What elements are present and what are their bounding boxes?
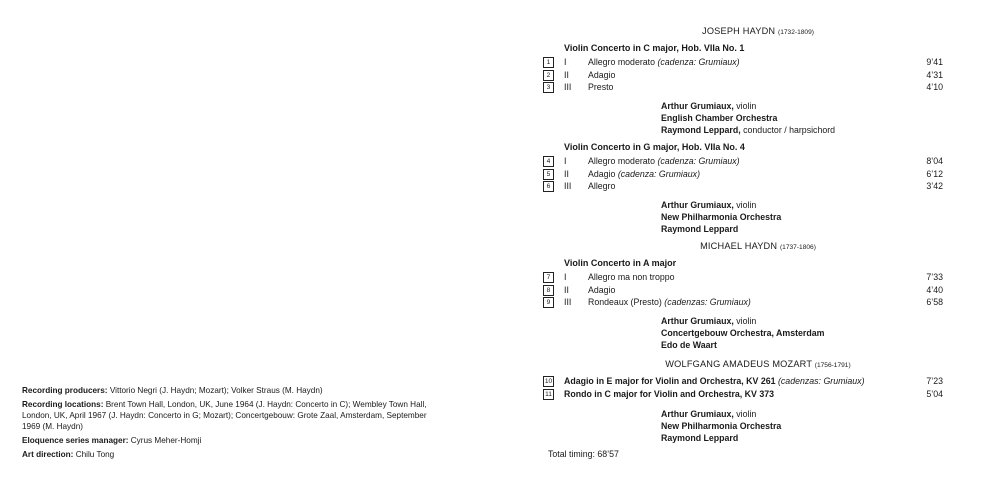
track-number: 7: [543, 272, 554, 283]
work-title: Violin Concerto in C major, Hob. VIIa No. 1: [564, 43, 745, 53]
track-row: 10 Adagio in E major for Violin and Orchestra, KV 261 (cadenzas: Grumiaux) 7’23: [544, 376, 943, 386]
credit-locations: Recording locations: Brent Town Hall, London, UK, June 1964 (J. Haydn: Concerto in C); Wembley Town Hall, London, UK, April 1967 (J. Haydn: Concerto in G; Mozart); Concertgebouw: Grote Zaal, Amsterdam, September 1969 (M. Haydn): [22, 399, 427, 432]
track-number: 5: [543, 169, 554, 180]
composer-heading: MICHAEL HAYDN (1737-1806): [700, 241, 816, 251]
work-title: Violin Concerto in A major: [564, 258, 677, 268]
track-number: 3: [543, 82, 554, 93]
track-number: 11: [543, 389, 554, 400]
track-row: 1 I Allegro moderato (cadenza: Grumiaux) 9’41: [543, 57, 943, 69]
track-row: 3 III Presto 4’10: [543, 82, 943, 94]
track-row: 4 I Allegro moderato (cadenza: Grumiaux) 8’04: [543, 156, 943, 168]
total-timing: Total timing: 68’57: [548, 449, 619, 459]
track-number: 1: [543, 57, 554, 68]
credit-art-direction: Art direction: Chilu Tong: [22, 449, 115, 459]
credit-manager: Eloquence series manager: Cyrus Meher-Homji: [22, 436, 202, 445]
work-title: Violin Concerto in G major, Hob. VIIa No. 4: [564, 142, 745, 152]
track-number: 9: [543, 297, 554, 308]
track-number: 2: [543, 70, 554, 81]
track-row: 2 II Adagio 4’31: [543, 70, 943, 82]
track-row: 11 Rondo in C major for Violin and Orchestra, KV 373 5’04: [543, 389, 943, 401]
performers-block: Arthur Grumiaux, violin English Chamber Orchestra Raymond Leppard, conductor / harpsichord: [661, 101, 836, 136]
performers-block: Arthur Grumiaux, violin Concertgebouw Orchestra, Amsterdam Edo de Waart: [661, 316, 825, 351]
track-number: 10: [544, 378, 553, 385]
track-row: 8 II Adagio 4’40: [543, 285, 943, 297]
composer-heading: JOSEPH HAYDN (1732-1809): [702, 26, 814, 36]
track-row: 6 III Allegro 3’42: [543, 181, 943, 193]
track-number: 8: [543, 285, 554, 296]
track-row: 9 III Rondeaux (Presto) (cadenzas: Grumiaux) 6’58: [543, 297, 943, 309]
track-number: 6: [543, 181, 554, 192]
track-row: 5 II Adagio (cadenza: Grumiaux) 6’12: [543, 169, 943, 181]
performers-block: Arthur Grumiaux, violin New Philharmonia Orchestra Raymond Leppard: [661, 409, 782, 444]
performers-block: Arthur Grumiaux, violin New Philharmonia Orchestra Raymond Leppard: [661, 200, 782, 235]
composer-heading: WOLFGANG AMADEUS MOZART (1756-1791): [665, 359, 851, 369]
track-number: 4: [543, 156, 554, 167]
credit-producers: Recording producers: Vittorio Negri (J. Haydn; Mozart); Volker Straus (M. Haydn): [22, 386, 323, 395]
credits-block: [22, 385, 427, 462]
track-row: 7 I Allegro ma non troppo 7’33: [543, 272, 943, 284]
